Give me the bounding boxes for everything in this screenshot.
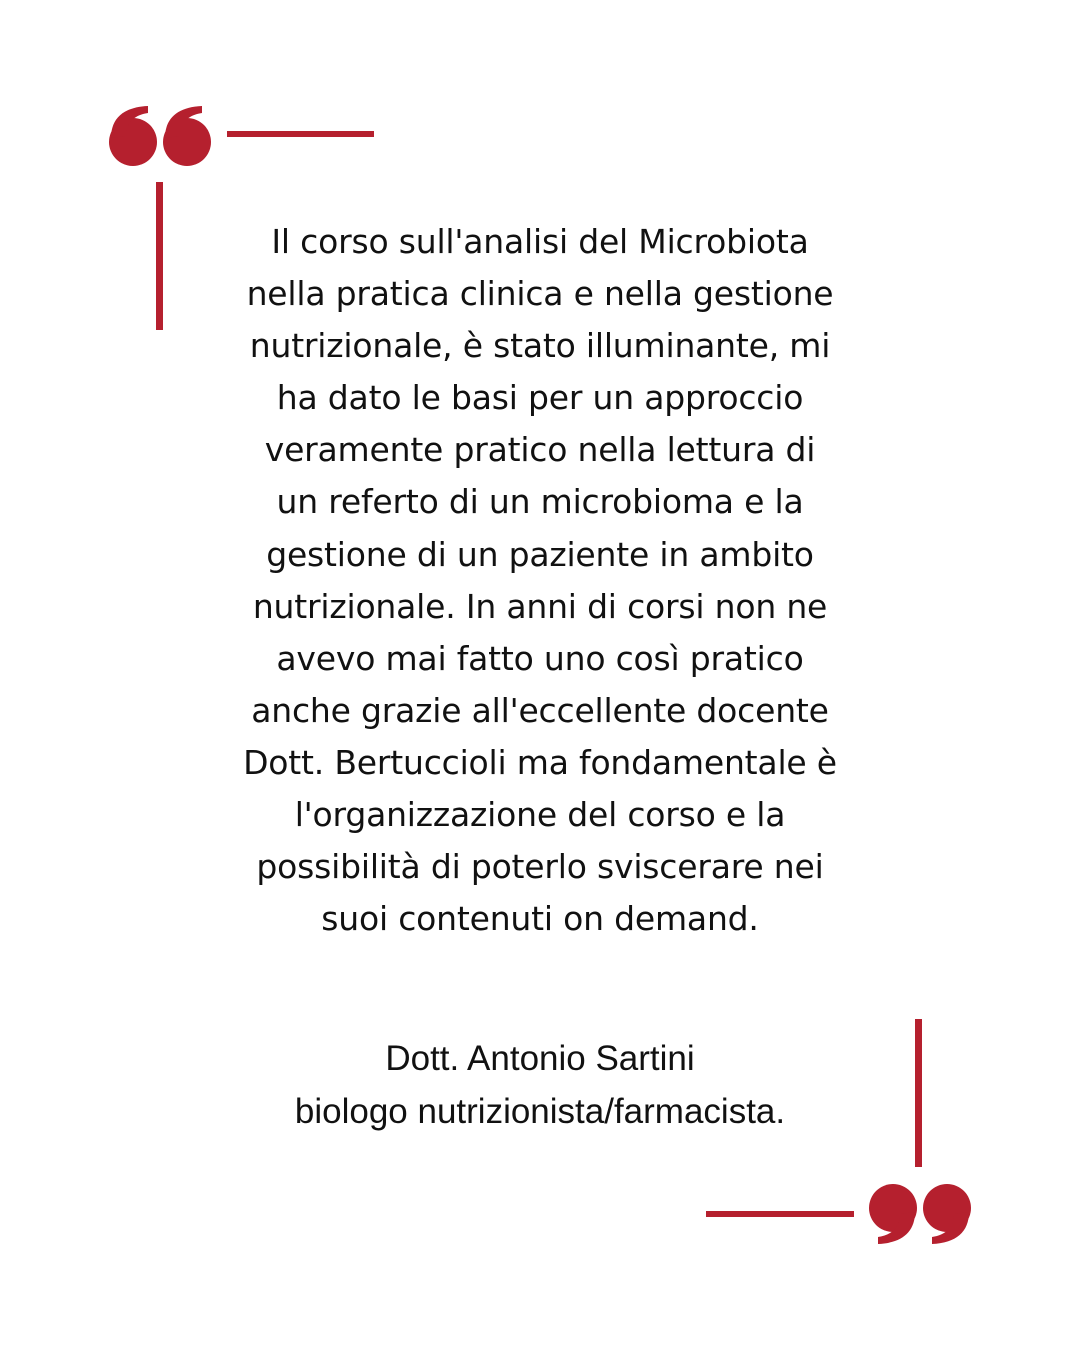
quote-line: nutrizionale. In anni di corsi non ne — [252, 586, 828, 626]
closing-quotation-mark-icon — [868, 1184, 972, 1246]
quote-line: veramente pratico nella lettura di — [264, 430, 816, 470]
top-horizontal-accent-line — [227, 131, 374, 137]
quote-line: anche grazie all'eccellente docente — [251, 690, 829, 730]
testimonial-attribution — [140, 1032, 940, 1138]
author-role: biologo nutrizionista/farmacista. — [294, 1092, 786, 1131]
quote-line: Il corso sull'analisi del Microbiota — [271, 222, 809, 261]
quote-line: avevo mai fatto uno così pratico — [276, 638, 804, 678]
quote-line: nutrizionale, è stato illuminante, mi — [249, 326, 831, 366]
opening-quotation-mark-icon — [108, 104, 212, 166]
quote-line: l'organizzazione del corso e la — [294, 795, 786, 835]
quote-line: suoi contenuti on demand. — [321, 899, 759, 939]
quote-line: ha dato le basi per un approccio — [276, 378, 804, 418]
quote-line: Dott. Bertuccioli ma fondamentale è — [243, 742, 837, 782]
quote-line: un referto di un microbioma e la — [276, 482, 804, 522]
quote-line: nella pratica clinica e nella gestione — [246, 274, 834, 314]
quote-line: gestione di un paziente in ambito — [266, 534, 814, 574]
right-vertical-accent-line — [915, 1019, 922, 1167]
bottom-horizontal-accent-line — [706, 1211, 854, 1217]
quote-line: possibilità di poterlo sviscerare nei — [256, 847, 824, 887]
testimonial-quote — [150, 216, 930, 945]
author-name: Dott. Antonio Sartini — [385, 1039, 695, 1078]
